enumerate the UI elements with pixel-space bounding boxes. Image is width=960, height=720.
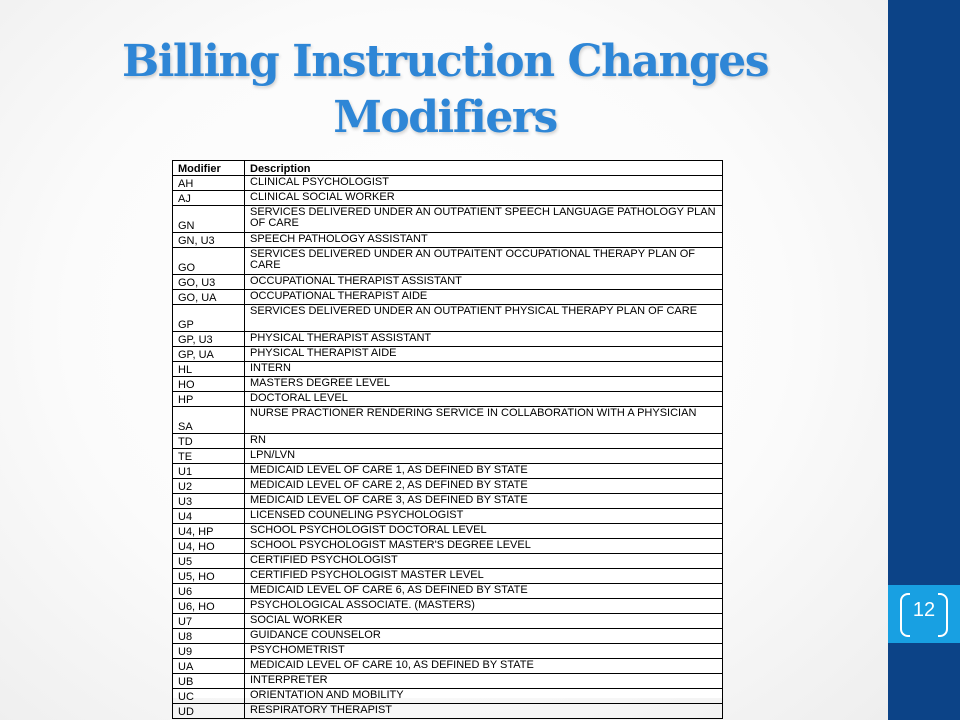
description-cell: MEDICAID LEVEL OF CARE 3, AS DEFINED BY STATE — [245, 494, 723, 509]
description-cell: ORIENTATION AND MOBILITY — [245, 689, 723, 704]
table-row — [173, 479, 723, 494]
table-row — [173, 569, 723, 584]
modifier-table-container — [172, 160, 722, 718]
table-row — [173, 554, 723, 569]
header-description: Description — [245, 161, 723, 176]
modifier-cell: U7 — [173, 614, 245, 629]
description-cell: CLINICAL PSYCHOLOGIST — [245, 176, 723, 191]
table-row — [173, 584, 723, 599]
description-cell: CLINICAL SOCIAL WORKER — [245, 191, 723, 206]
description-cell: LICENSED COUNELING PSYCHOLOGIST — [245, 509, 723, 524]
modifier-cell: GO, U3 — [173, 275, 245, 290]
modifier-cell: U6 — [173, 584, 245, 599]
table-row — [173, 191, 723, 206]
modifier-cell: GP — [173, 305, 245, 332]
description-cell: CERTIFIED PSYCHOLOGIST MASTER LEVEL — [245, 569, 723, 584]
modifier-cell: U8 — [173, 629, 245, 644]
table-row — [173, 614, 723, 629]
modifier-cell: U4, HO — [173, 539, 245, 554]
modifier-cell: U1 — [173, 464, 245, 479]
description-cell: PHYSICAL THERAPIST ASSISTANT — [245, 332, 723, 347]
table-body — [173, 176, 723, 719]
modifier-cell: TE — [173, 449, 245, 464]
modifier-cell: HL — [173, 362, 245, 377]
description-cell: LPN/LVN — [245, 449, 723, 464]
table-row — [173, 248, 723, 275]
description-cell: OCCUPATIONAL THERAPIST AIDE — [245, 290, 723, 305]
modifier-cell: UD — [173, 704, 245, 719]
description-cell: INTERPRETER — [245, 674, 723, 689]
modifier-cell: U2 — [173, 479, 245, 494]
modifier-cell: HO — [173, 377, 245, 392]
table-row — [173, 494, 723, 509]
description-cell: GUIDANCE COUNSELOR — [245, 629, 723, 644]
modifier-table — [172, 160, 723, 719]
modifier-cell: GN, U3 — [173, 233, 245, 248]
table-row — [173, 362, 723, 377]
modifier-cell: U4 — [173, 509, 245, 524]
table-row — [173, 449, 723, 464]
description-cell: PHYSICAL THERAPIST AIDE — [245, 347, 723, 362]
table-row — [173, 539, 723, 554]
modifier-cell: UB — [173, 674, 245, 689]
table-row — [173, 206, 723, 233]
modifier-cell: AJ — [173, 191, 245, 206]
description-cell: RN — [245, 434, 723, 449]
description-cell: SOCIAL WORKER — [245, 614, 723, 629]
table-row — [173, 347, 723, 362]
description-cell: SERVICES DELIVERED UNDER AN OUTPAITENT OCCUPATIONAL THERAPY PLAN OF CARE — [245, 248, 723, 275]
description-cell: MEDICAID LEVEL OF CARE 6, AS DEFINED BY STATE — [245, 584, 723, 599]
table-row — [173, 305, 723, 332]
description-cell: MEDICAID LEVEL OF CARE 1, AS DEFINED BY STATE — [245, 464, 723, 479]
description-cell: SERVICES DELIVERED UNDER AN OUTPATIENT PHYSICAL THERAPY PLAN OF CARE — [245, 305, 723, 332]
table-row — [173, 407, 723, 434]
table-row — [173, 464, 723, 479]
table-row — [173, 434, 723, 449]
modifier-cell: GO — [173, 248, 245, 275]
modifier-cell: UC — [173, 689, 245, 704]
modifier-cell: TD — [173, 434, 245, 449]
modifier-cell: UA — [173, 659, 245, 674]
modifier-cell: GN — [173, 206, 245, 233]
modifier-cell: GO, UA — [173, 290, 245, 305]
description-cell: DOCTORAL LEVEL — [245, 392, 723, 407]
description-cell: SCHOOL PSYCHOLOGIST DOCTORAL LEVEL — [245, 524, 723, 539]
table-row — [173, 275, 723, 290]
description-cell: PSYCHOLOGICAL ASSOCIATE. (MASTERS) — [245, 599, 723, 614]
modifier-cell: U5, HO — [173, 569, 245, 584]
table-row — [173, 644, 723, 659]
table-row — [173, 290, 723, 305]
modifier-cell: U5 — [173, 554, 245, 569]
modifier-cell: HP — [173, 392, 245, 407]
description-cell: OCCUPATIONAL THERAPIST ASSISTANT — [245, 275, 723, 290]
description-cell: MASTERS DEGREE LEVEL — [245, 377, 723, 392]
table-row — [173, 629, 723, 644]
table-row — [173, 524, 723, 539]
title-line-2: Modifiers — [333, 92, 557, 143]
table-row — [173, 689, 723, 704]
table-row — [173, 392, 723, 407]
modifier-cell: U4, HP — [173, 524, 245, 539]
page-number-box — [888, 585, 960, 643]
table-row — [173, 704, 723, 719]
table-row — [173, 674, 723, 689]
modifier-cell: GP, U3 — [173, 332, 245, 347]
modifier-cell: SA — [173, 407, 245, 434]
table-row — [173, 509, 723, 524]
table-row — [173, 599, 723, 614]
table-header-row — [173, 161, 723, 176]
description-cell: SERVICES DELIVERED UNDER AN OUTPATIENT SPEECH LANGUAGE PATHOLOGY PLAN OF CARE — [245, 206, 723, 233]
table-row — [173, 176, 723, 191]
description-cell: CERTIFIED PSYCHOLOGIST — [245, 554, 723, 569]
table-row — [173, 332, 723, 347]
description-cell: INTERN — [245, 362, 723, 377]
modifier-cell: U3 — [173, 494, 245, 509]
slide-title — [60, 34, 830, 146]
modifier-cell: U6, HO — [173, 599, 245, 614]
table-row — [173, 233, 723, 248]
description-cell: MEDICAID LEVEL OF CARE 10, AS DEFINED BY STATE — [245, 659, 723, 674]
description-cell: PSYCHOMETRIST — [245, 644, 723, 659]
table-row — [173, 377, 723, 392]
description-cell: SCHOOL PSYCHOLOGIST MASTER'S DEGREE LEVEL — [245, 539, 723, 554]
description-cell: RESPIRATORY THERAPIST — [245, 704, 723, 719]
description-cell: SPEECH PATHOLOGY ASSISTANT — [245, 233, 723, 248]
table-row — [173, 659, 723, 674]
page-number: 12 — [912, 599, 936, 621]
description-cell: MEDICAID LEVEL OF CARE 2, AS DEFINED BY STATE — [245, 479, 723, 494]
description-cell: NURSE PRACTIONER RENDERING SERVICE IN COLLABORATION WITH A PHYSICIAN — [245, 407, 723, 434]
modifier-cell: GP, UA — [173, 347, 245, 362]
title-line-1: Billing Instruction Changes — [122, 36, 768, 87]
modifier-cell: U9 — [173, 644, 245, 659]
modifier-cell: AH — [173, 176, 245, 191]
header-modifier: Modifier — [173, 161, 245, 176]
